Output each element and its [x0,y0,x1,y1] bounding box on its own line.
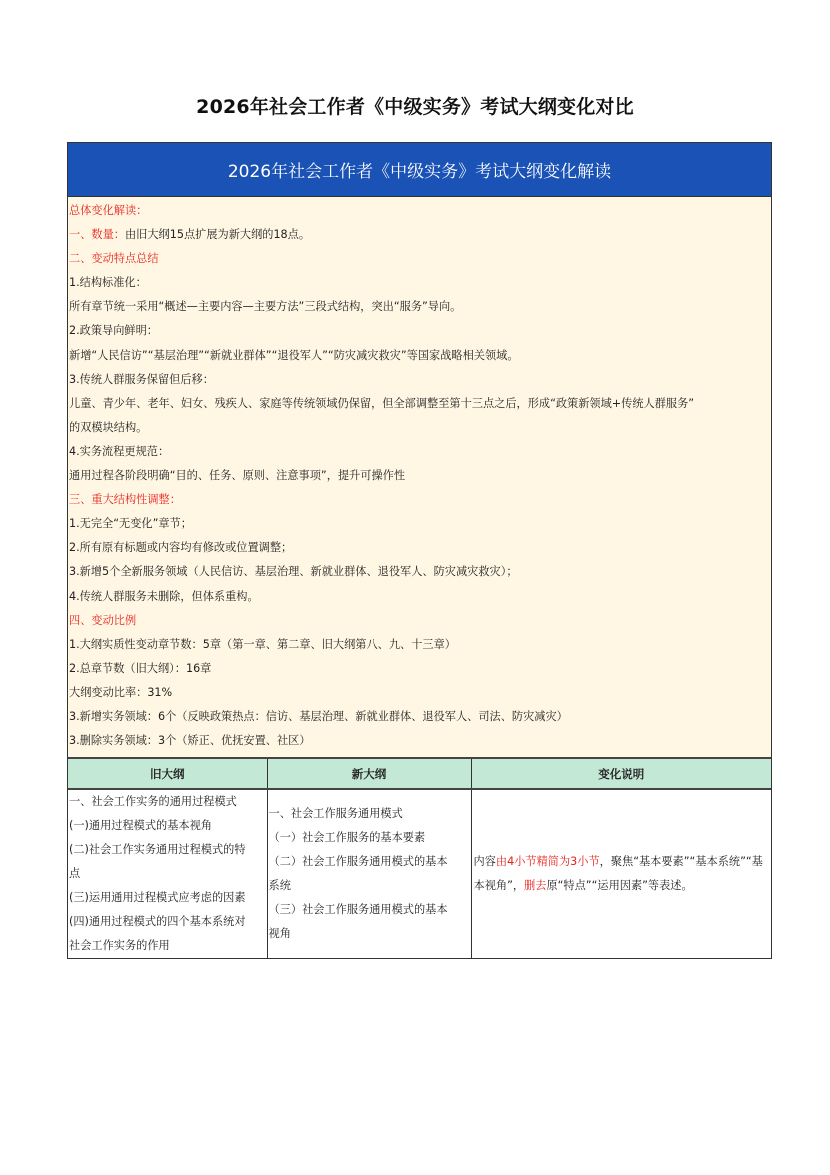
old-outline-line: 社会工作实务的作用 [69,939,170,953]
change-text: 原“特点”“运用因素”等表述。 [546,879,693,893]
change-highlight: 由4小节精简为3小节 [495,855,600,869]
section-heading-structure: 三、重大结构性调整： [69,493,181,507]
old-outline-line: (一)通用过程模式的基本视角 [69,819,212,833]
old-outline-line: 一、社会工作实务的通用过程模式 [69,795,237,809]
note-line: 通用过程各阶段明确“目的、任务、原则、注意事项”，提升可操作性 [69,469,406,483]
column-header-change-notes: 变化说明 [471,758,771,789]
change-notes-cell [471,789,771,958]
old-outline-line: (四)通用过程模式的四个基本系统对 [69,915,246,929]
old-outline-line: (三)运用通用过程模式应考虑的因素 [69,891,246,905]
note-line: 2.所有原有标题或内容均有修改或位置调整； [69,541,293,555]
note-line: 1.大纲实质性变动章节数：5章（第一章、第二章、旧大纲第八、九、十三章） [69,637,456,651]
new-outline-line: （三）社会工作服务通用模式的基本 [268,903,448,917]
note-line: 3.传统人群服务保留但后移： [69,372,214,386]
change-summary [68,197,771,757]
section-heading-features: 二、变动特点总结 [69,252,159,266]
note-line: 1.结构标准化： [69,276,147,290]
old-outline-line: (二)社会工作实务通用过程模式的特 [69,843,246,857]
note-line: 2.总章节数（旧大纲）：16章 [69,661,212,675]
note-line: 大纲变动比率：31% [69,685,173,699]
change-text: 内容 [473,855,496,869]
new-outline-line: 系统 [268,879,291,893]
change-description [472,850,772,898]
summary-quantity [68,223,771,247]
section-heading-ratio: 四、变动比例 [69,613,137,627]
note-line: 儿童、青少年、老年、妇女、残疾人、家庭等传统领域仍保留，但全部调整至第十三点之后，形成“政策新领域+传统人群服务” [69,396,695,410]
column-header-old-outline: 旧大纲 [68,758,267,789]
column-header-new-outline: 新大纲 [267,758,471,789]
note-line: 3.删除实务领域：3个（矫正、优抚安置、社区） [69,734,311,748]
new-outline-line: 视角 [268,927,291,941]
banner-header [68,143,771,197]
note-line: 4.实务流程更规范： [69,444,170,458]
old-outline-line: 点 [69,867,81,881]
table-header-row [68,758,771,789]
note-line: 1.无完全“无变化”章节； [69,517,192,531]
change-highlight: 删去 [524,879,547,893]
new-outline-cell [267,789,471,958]
new-outline-line: （一）社会工作服务的基本要素 [268,831,426,845]
old-outline-cell [68,789,267,958]
change-text: ，聚焦“基本要素”“基本系统”“基本视角”， [473,855,763,893]
quantity-text: 由旧大纲15点扩展为新大纲的18点。 [124,228,311,242]
note-line: 新增“人民信访”“基层治理”“新就业群体”“退役军人”“防灾减灾救灾”等国家战略相关领域。 [69,348,519,362]
note-line: 的双模块结构。 [69,420,148,434]
note-line: 所有章节统一采用“概述—主要内容—主要方法”三段式结构，突出“服务”导向。 [69,300,462,314]
table-row [68,789,771,958]
new-outline-line: （二）社会工作服务通用模式的基本 [268,855,448,869]
note-line: 4.传统人群服务未删除，但体系重构。 [69,589,259,603]
summary-heading: 总体变化解读： [69,204,148,217]
quantity-label: 一、数量： [69,228,125,242]
new-outline-line: 一、社会工作服务通用模式 [268,807,403,821]
note-line: 3.新增实务领域：6个（反映政策热点：信访、基层治理、新就业群体、退役军人、司法、防灾减灾） [69,709,568,723]
outline-sheet [67,142,772,959]
document-title: 2026年社会工作者《中级实务》考试大纲变化对比 [196,96,634,118]
note-line: 3.新增5个全新服务领域（人民信访、基层治理、新就业群体、退役军人、防灾减灾救灾）； [69,565,518,579]
note-line: 2.政策导向鲜明： [69,324,158,338]
comparison-table [68,757,771,958]
banner-title: 2026年社会工作者《中级实务》考试大纲变化解读 [227,162,612,182]
